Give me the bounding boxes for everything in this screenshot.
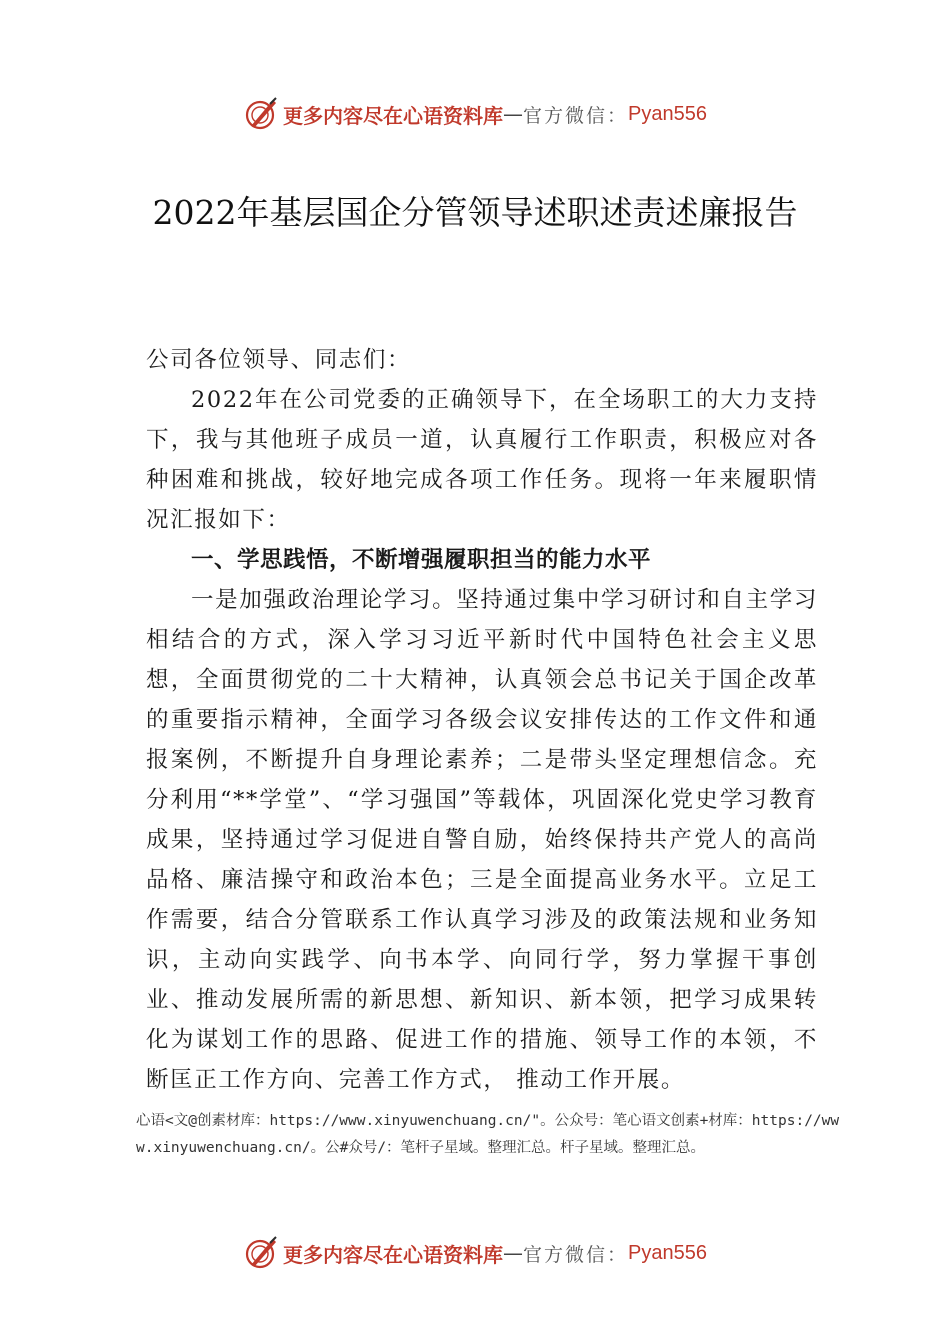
greeting: 公司各位领导、同志们：	[146, 347, 412, 373]
banner-dash: —	[503, 102, 523, 126]
wechat-id: Pyan556	[628, 1241, 707, 1264]
footer-banner	[0, 1231, 950, 1275]
banner-dash: —	[503, 1241, 523, 1265]
brand-text: 更多内容尽在心语资料库	[283, 103, 503, 128]
quill-seal-icon	[243, 1235, 279, 1271]
brand-text: 更多内容尽在心语资料库	[283, 1242, 503, 1267]
section-paragraph: 一是加强政治理论学习。坚持通过集中学习研讨和自主学习相结合的方式，深入学习习近平新时代中国特色社会主义思想，全面贯彻党的二十大精神，认真领会总书记关于国企改革的重要指示精神，全面学习各级会议安排传达的工作文件和通报案例，不断提升自身理论素养；二是带头坚定理想信念。充分利用“**学堂”、“学习强国”等载体，巩固深化党史学习教育成果，坚持通过学习促进自警自励，始终保持共产党人的高尚品格、廉洁操守和政治本色；三是全面提高业务水平。立足工作需要，结合分管联系工作认真学习涉及的政策法规和业务知识，主动向实践学、向书本学、向同行学，努力掌握干事创业、推动发展所需的新思想、新知识、新本领，把学习成果转化为谋划工作的思路、促进工作的措施、领导工作的本领，不断匡正工作方向、完善工作方式， 推动工作开展。	[146, 587, 818, 1093]
section-heading: 一、学思践悟，不断增强履职担当的能力水平	[191, 547, 652, 573]
source-footnote: 心语<文@创素材库：https://www.xinyuwenchuang.cn/"。公众号：笔心语文创素+材库：https://www.xinyuwenchuang.cn/。公#众号/：笔杆子星域。整理汇总。杆子星域。整理汇总。	[136, 1113, 840, 1156]
document-title: 2022年基层国企分管领导述职述责述廉报告	[152, 193, 798, 232]
quill-seal-icon	[243, 96, 279, 132]
wechat-label: 官方微信：	[523, 1243, 629, 1266]
header-banner	[0, 92, 950, 136]
wechat-label: 官方微信：	[523, 104, 629, 127]
wechat-id: Pyan556	[628, 102, 707, 125]
intro-paragraph: 2022年在公司党委的正确领导下，在全场职工的大力支持下，我与其他班子成员一道，认真履行工作职责，积极应对各种困难和挑战，较好地完成各项工作任务。现将一年来履职情况汇报如下：	[146, 387, 818, 533]
document-body	[146, 340, 818, 1100]
